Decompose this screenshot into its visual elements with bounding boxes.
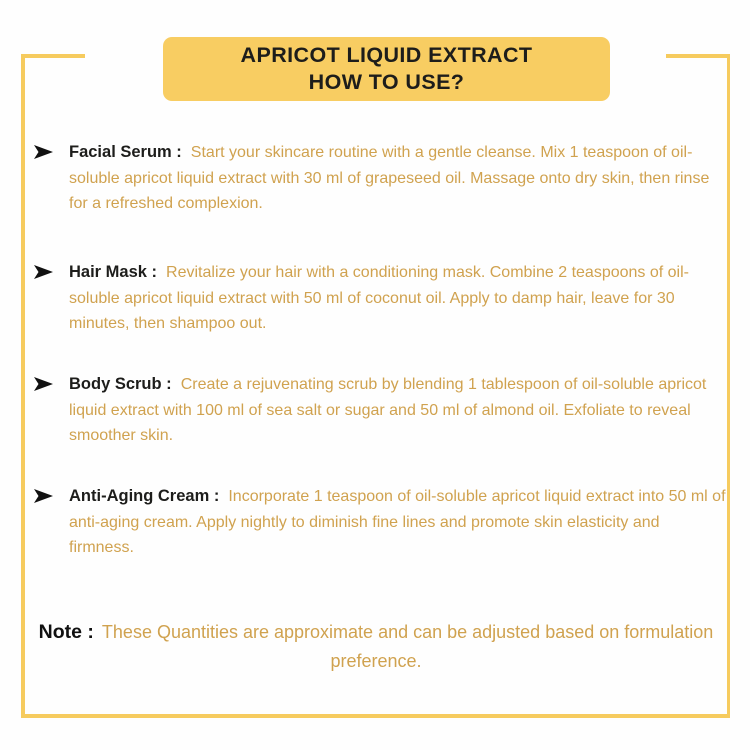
frame-top-right-line xyxy=(666,54,730,58)
section-hair-mask xyxy=(34,260,728,337)
section-facial-serum xyxy=(34,140,728,217)
section-label: Anti-Aging Cream : xyxy=(69,487,220,505)
arrow-right-bullet-icon xyxy=(34,489,53,503)
section-body xyxy=(69,372,727,449)
title-banner xyxy=(163,37,610,101)
arrow-right-bullet-icon xyxy=(34,145,53,159)
arrow-right-bullet-icon xyxy=(34,377,53,391)
frame-left-line xyxy=(21,54,25,717)
note-text: These Quantities are approximate and can be adjusted based on formulation preference. xyxy=(101,622,714,671)
title-line-2: HOW TO USE? xyxy=(308,70,465,94)
section-description: Start your skincare routine with a gentle cleanse. Mix 1 teaspoon of oil-soluble apricot liquid extract with 30 ml of grapeseed oil. Massage onto dry skin, then rinse for a refreshed complexion. xyxy=(69,144,710,212)
section-body xyxy=(69,484,727,561)
section-description: Revitalize your hair with a conditioning mask. Combine 2 teaspoons of oil-soluble apricot liquid extract with 50 ml of coconut oil. Apply to damp hair, leave for 30 minutes, then shampoo out. xyxy=(69,264,689,332)
section-description: Create a rejuvenating scrub by blending 1 tablespoon of oil-soluble apricot liquid extract with 100 ml of sea salt or sugar and 50 ml of almond oil. Exfoliate to reveal smoother skin. xyxy=(69,376,707,444)
title-line-1: APRICOT LIQUID EXTRACT xyxy=(240,43,533,67)
section-label: Hair Mask : xyxy=(69,263,158,281)
section-label: Facial Serum : xyxy=(69,143,182,161)
section-body-scrub xyxy=(34,372,728,449)
note-block xyxy=(28,618,724,676)
arrow-right-bullet-icon xyxy=(34,265,53,279)
note-label: Note : xyxy=(38,621,94,643)
section-label: Body Scrub : xyxy=(69,375,172,393)
section-description: Incorporate 1 teaspoon of oil-soluble apricot liquid extract into 50 ml of anti-aging cream. Apply nightly to diminish fine lines and promote skin elasticity and firmness. xyxy=(69,488,726,556)
section-body xyxy=(69,140,727,217)
section-body xyxy=(69,260,727,337)
frame-bottom-line xyxy=(21,714,730,718)
frame-top-left-line xyxy=(21,54,85,58)
section-anti-aging-cream xyxy=(34,484,728,561)
